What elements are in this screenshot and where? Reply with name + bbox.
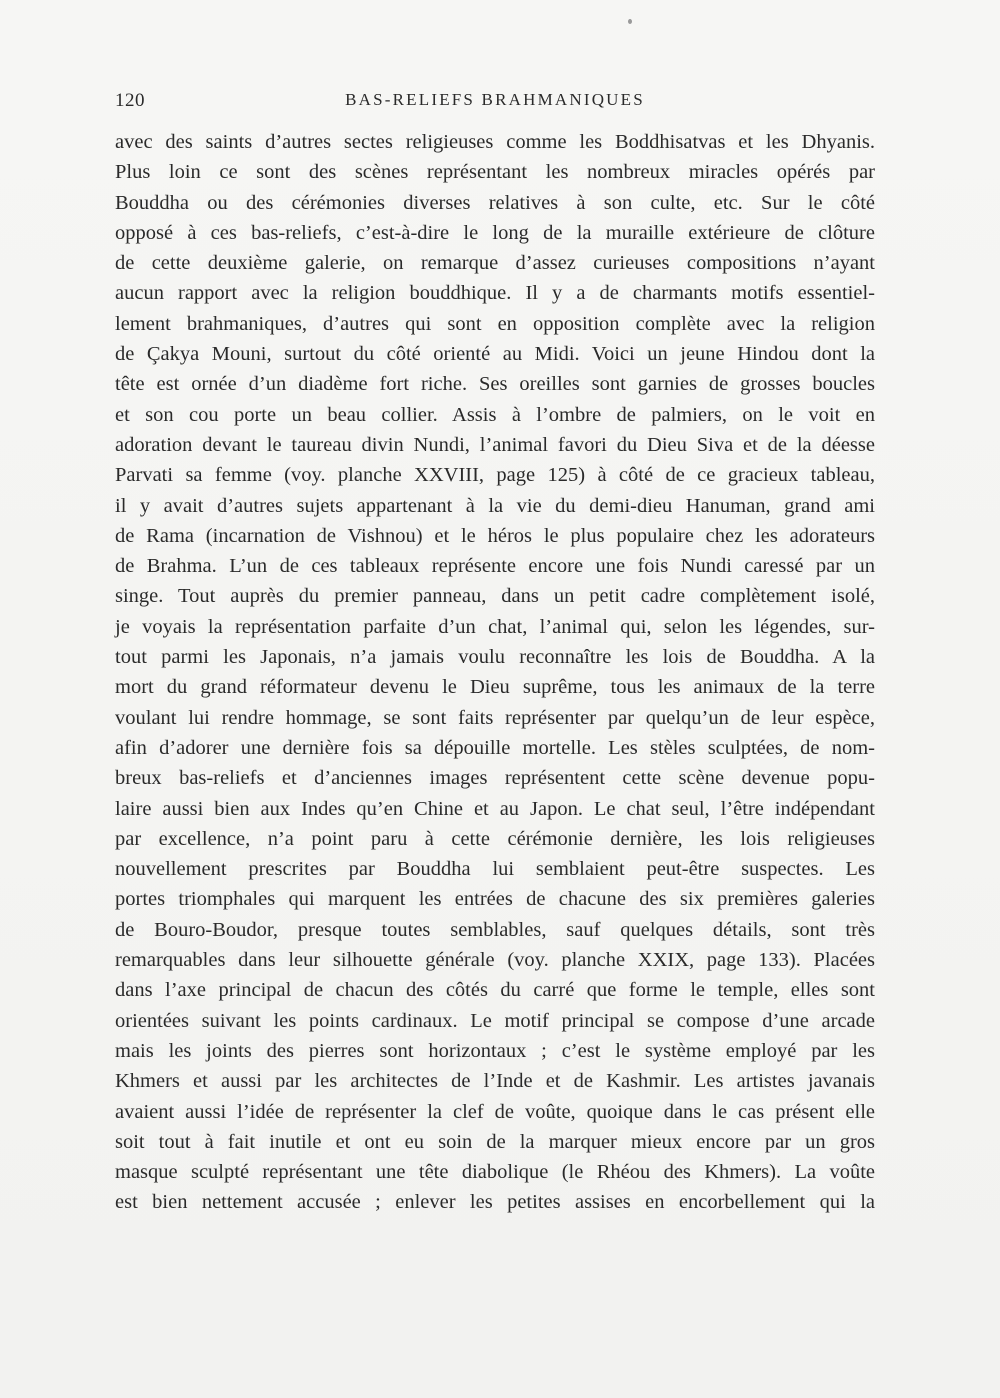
text-line: Plus loin ce sont des scènes représentant les nombreux miracles opérés par: [115, 161, 875, 184]
text-line: de Çakya Mouni, surtout du côté orienté au Midi. Voici un jeune Hindou dont la: [115, 343, 875, 366]
text-line: portes triomphales qui marquent les entrées de chacune des six premières galeries: [115, 888, 875, 911]
text-line: lement brahmaniques, d’autres qui sont en opposition complète avec la religion: [115, 312, 875, 335]
page-number: 120: [115, 90, 145, 111]
text-line: de Rama (incarnation de Vishnou) et le héros le plus populaire chez les adorateurs: [115, 524, 875, 547]
text-line: Parvati sa femme (voy. planche XXVIII, page 125) à côté de ce gracieux tableau,: [115, 464, 875, 487]
text-line: et son cou porte un beau collier. Assis à l’ombre de palmiers, on le voit en: [115, 403, 875, 426]
text-line: tout parmi les Japonais, n’a jamais voulu reconnaître les lois de Bouddha. A la: [115, 646, 875, 669]
text-line: tête est ornée d’un diadème fort riche. Ses oreilles sont garnies de grosses boucles: [115, 373, 875, 396]
text-line: Bouddha ou des cérémonies diverses relatives à son culte, etc. Sur le côté: [115, 191, 875, 214]
text-line: masque sculpté représentant une tête diabolique (le Rhéou des Khmers). La voûte: [115, 1161, 875, 1184]
text-line: avec des saints d’autres sectes religieuses comme les Boddhisatvas et les Dhyanis.: [115, 131, 875, 153]
text-line: de Bouro-Boudor, presque toutes semblables, sauf quelques détails, sont très: [115, 918, 875, 941]
text-line: aucun rapport avec la religion bouddhique. Il y a de charmants motifs essentiel-: [115, 282, 875, 305]
text-line: nouvellement prescrites par Bouddha lui semblaient peut-être suspectes. Les: [115, 858, 875, 881]
text-line: adoration devant le taureau divin Nundi, l’animal favori du Dieu Siva et de la déesse: [115, 433, 875, 456]
text-line: avaient aussi l’idée de représenter la clef de voûte, quoique dans le cas présent elle: [115, 1100, 875, 1123]
running-head: [115, 90, 875, 116]
text-line: mort du grand réformateur devenu le Dieu suprême, tous les animaux de la terre: [115, 676, 875, 699]
text-line: il y avait d’autres sujets appartenant à la vie du demi-dieu Hanuman, grand ami: [115, 494, 875, 517]
text-line: Khmers et aussi par les architectes de l’Inde et de Kashmir. Les artistes javanais: [115, 1070, 875, 1093]
text-line: je voyais la représentation parfaite d’un chat, l’animal qui, selon les légendes, sur-: [115, 615, 875, 638]
text-line: de cette deuxième galerie, on remarque d’assez curieuses compositions n’ayant: [115, 252, 875, 275]
ink-speck: [628, 19, 632, 24]
text-line: voulant lui rendre hommage, se sont faits représenter par quelqu’un de leur espèce,: [115, 706, 875, 729]
text-line: laire aussi bien aux Indes qu’en Chine et au Japon. Le chat seul, l’être indépendant: [115, 797, 875, 820]
text-line: est bien nettement accusée ; enlever les petites assises en encorbellement qui la: [115, 1191, 875, 1214]
text-line: remarquables dans leur silhouette générale (voy. planche XXIX, page 133). Placées: [115, 949, 875, 972]
text-line: opposé à ces bas-reliefs, c’est-à-dire le long de la muraille extérieure de clôture: [115, 221, 875, 244]
text-line: dans l’axe principal de chacun des côtés du carré que forme le temple, elles sont: [115, 979, 875, 1002]
text-line: mais les joints des pierres sont horizontaux ; c’est le système employé par les: [115, 1039, 875, 1062]
text-line: singe. Tout auprès du premier panneau, dans un petit cadre complètement isolé,: [115, 585, 875, 608]
text-line: soit tout à fait inutile et ont eu soin de la marquer mieux encore par un gros: [115, 1130, 875, 1153]
text-line: orientées suivant les points cardinaux. Le motif principal se compose d’une arcade: [115, 1009, 875, 1032]
running-title: BAS-RELIEFS BRAHMANIQUES: [345, 90, 645, 109]
text-line: par excellence, n’a point paru à cette cérémonie dernière, les lois religieuses: [115, 827, 875, 850]
text-line: afin d’adorer une dernière fois sa dépouille mortelle. Les stèles sculptées, de nom-: [115, 736, 875, 759]
text-line: breux bas-reliefs et d’anciennes images représentent cette scène devenue popu-: [115, 767, 875, 790]
text-line: de Brahma. L’un de ces tableaux représente encore une fois Nundi caressé par un: [115, 555, 875, 578]
body-text: [115, 127, 875, 1218]
